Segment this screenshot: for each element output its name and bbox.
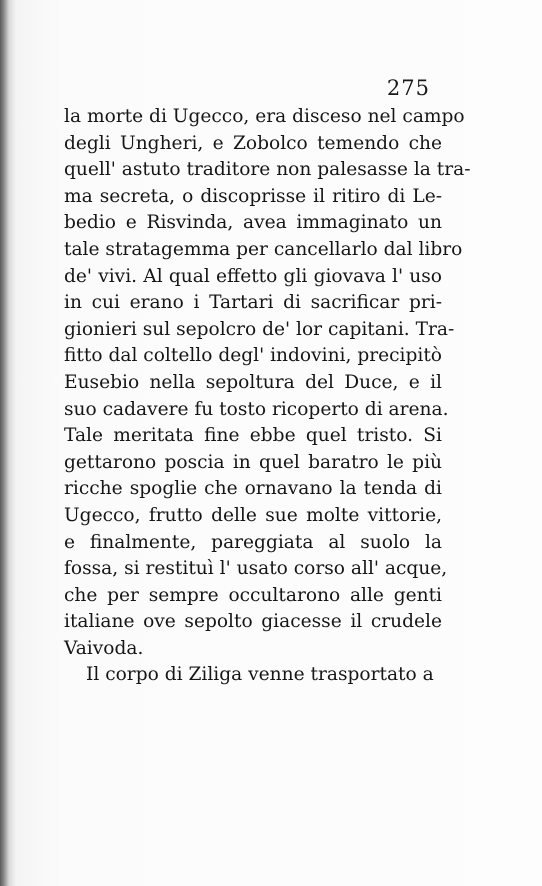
text-line: fitto dal coltello degl' indovini, precipitò: [64, 345, 442, 367]
text-line: fossa, si restituì l' usato corso all' acque,: [64, 558, 448, 580]
text-line: quell' astuto traditore non palesasse la tra-: [64, 159, 471, 181]
text-line: gettarono poscia in quel baratro le più: [64, 451, 442, 473]
text-line: in cui erano i Tartari di sacrificar pri-: [64, 292, 442, 314]
text-line: Eusebio nella sepoltura del Duce, e il: [64, 371, 442, 393]
text-line: che per sempre occultarono alle genti: [64, 584, 442, 606]
text-line: de' vivi. Al qual effetto gli giovava l' uso: [64, 265, 442, 287]
text-line: suo cadavere fu tosto ricoperto di arena.: [64, 398, 449, 420]
text-line-paragraph-end: Vaivoda.: [64, 637, 144, 659]
text-line: gionieri sul sepolcro de' lor capitani. Tra-: [64, 318, 455, 340]
text-line: la morte di Ugecco, era disceso nel campo: [64, 106, 465, 127]
text-line: bedio e Risvinda, avea immaginato un: [64, 212, 442, 234]
text-line: degli Ungheri, e Zobolco temendo che: [64, 132, 442, 154]
text-line: Tale meritata fine ebbe quel tristo. Si: [64, 425, 442, 447]
body-text: [64, 104, 471, 689]
page-number: 275: [386, 76, 430, 100]
text-line: Ugecco, frutto delle sue molte vittorie,: [64, 504, 442, 526]
text-line-paragraph-start: Il corpo di Ziliga venne trasportato a: [86, 664, 434, 686]
text-line: e finalmente, pareggiata al suolo la: [64, 531, 442, 553]
text-line: italiane ove sepolto giacesse il crudele: [64, 611, 442, 633]
text-line: ricche spoglie che ornavano la tenda di: [64, 478, 442, 500]
text-line: tale stratagemma per cancellarlo dal libro: [64, 238, 463, 260]
text-line: ma secreta, o discoprisse il ritiro di Le-: [64, 185, 442, 207]
